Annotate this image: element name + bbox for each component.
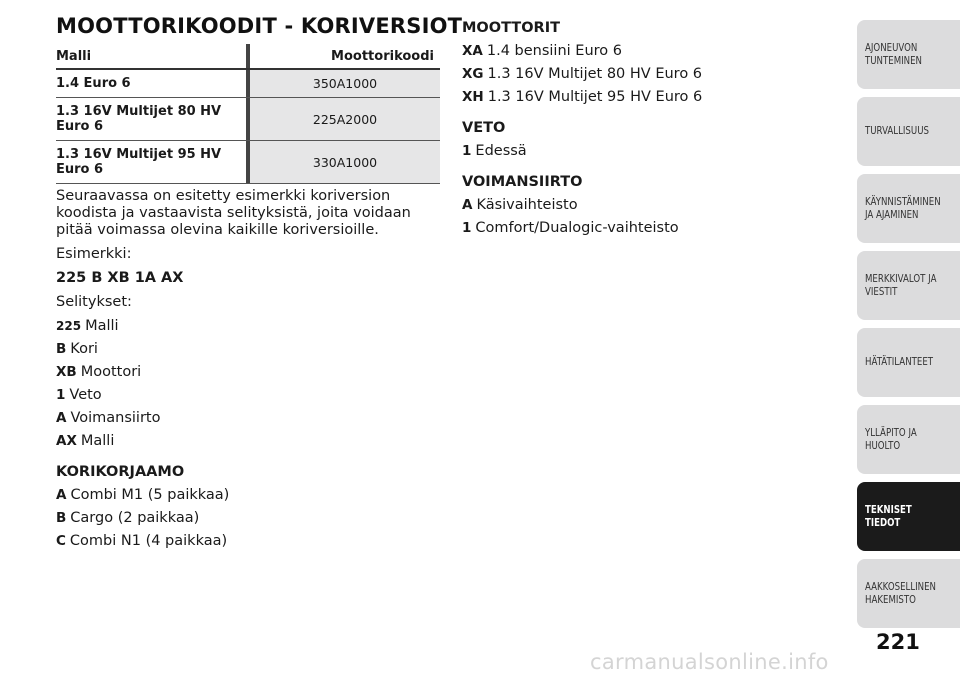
drive-text: Edessä xyxy=(475,143,527,159)
explanation-key: A xyxy=(56,410,67,426)
transmission-key: A xyxy=(462,197,473,213)
tab-vehicle-knowledge[interactable] xyxy=(857,20,960,89)
engine-text: 1.3 16V Multijet 80 HV Euro 6 xyxy=(487,66,703,82)
engine-item xyxy=(462,66,782,83)
body-shop-text: Combi N1 (4 paikkaa) xyxy=(69,533,228,549)
engine-key: XG xyxy=(462,66,484,82)
explanation-key: XB xyxy=(56,364,77,380)
explanation-text: Malli xyxy=(85,318,119,334)
transmission-heading: VOIMANSIIRTO xyxy=(462,174,583,190)
header-engine-code: Moottorikoodi xyxy=(250,44,440,69)
table-row xyxy=(56,69,440,98)
tab-label: YLLÄPITO JA HUOLTO xyxy=(865,426,917,452)
cell-model: 1.4 Euro 6 xyxy=(56,69,246,98)
watermark: carmanualsonline.info xyxy=(590,650,829,674)
body-shop-item xyxy=(56,533,441,550)
table-header-row xyxy=(56,44,440,69)
explanations-label: Selitykset: xyxy=(56,294,132,310)
tab-label: HÄTÄTILANTEET xyxy=(865,356,934,368)
explanation-item xyxy=(56,433,441,450)
explanation-item xyxy=(56,318,441,335)
engine-item xyxy=(462,89,782,106)
drive-key: 1 xyxy=(462,143,472,159)
page-title: MOOTTORIKOODIT - KORIVERSIOT xyxy=(56,14,463,38)
transmission-text: Käsivaihteisto xyxy=(476,197,578,213)
tab-safety[interactable] xyxy=(857,97,960,166)
transmission-item xyxy=(462,220,782,237)
cell-model: 1.3 16V Multijet 80 HV Euro 6 xyxy=(56,98,246,141)
tab-starting-driving[interactable] xyxy=(857,174,960,243)
body-shop-item xyxy=(56,487,441,504)
intro-paragraph: Seuraavassa on esitetty esimerkki koriversion koodista ja vastaavista selityksistä, joita voidaan pitää voimassa olevina kaikille koriversioille. xyxy=(56,188,411,238)
tab-label: KÄYNNISTÄMINEN JA AJAMINEN xyxy=(865,195,941,221)
engine-key: XH xyxy=(462,89,484,105)
explanation-text: Voimansiirto xyxy=(70,410,161,426)
explanation-key: 225 xyxy=(56,319,82,333)
body-shop-heading: KORIKORJAAMO xyxy=(56,464,185,480)
cell-engine-code: 330A1000 xyxy=(250,141,440,184)
body-shop-text: Combi M1 (5 paikkaa) xyxy=(70,487,230,503)
tab-maintenance[interactable] xyxy=(857,405,960,474)
explanation-item xyxy=(56,364,441,381)
explanation-item xyxy=(56,341,441,358)
explanation-item xyxy=(56,387,441,404)
tab-emergencies[interactable] xyxy=(857,328,960,397)
body-shop-key: A xyxy=(56,487,67,503)
table-row xyxy=(56,141,440,184)
explanation-text: Moottori xyxy=(80,364,142,380)
transmission-text: Comfort/Dualogic-vaihteisto xyxy=(475,220,679,236)
right-column-text xyxy=(462,20,782,243)
explanation-text: Kori xyxy=(70,341,98,357)
drive-item xyxy=(462,143,782,160)
engine-text: 1.3 16V Multijet 95 HV Euro 6 xyxy=(487,89,703,105)
table-row xyxy=(56,98,440,141)
tab-label: TEKNISET TIEDOT xyxy=(865,503,912,529)
engine-code-table xyxy=(56,44,440,184)
explanation-text: Malli xyxy=(80,433,115,449)
cell-model: 1.3 16V Multijet 95 HV Euro 6 xyxy=(56,141,246,184)
tab-alphabetical-index[interactable] xyxy=(857,559,960,628)
cell-engine-code: 350A1000 xyxy=(250,69,440,98)
transmission-item xyxy=(462,197,782,214)
engine-text: 1.4 bensiini Euro 6 xyxy=(486,43,622,59)
engines-heading: MOOTTORIT xyxy=(462,20,560,36)
engine-item xyxy=(462,43,782,60)
body-shop-key: C xyxy=(56,533,66,549)
explanation-text: Veto xyxy=(69,387,102,403)
left-column-text xyxy=(56,188,441,556)
explanation-key: B xyxy=(56,341,67,357)
tab-label: TURVALLISUUS xyxy=(865,125,929,137)
body-shop-text: Cargo (2 paikkaa) xyxy=(70,510,200,526)
body-shop-item xyxy=(56,510,441,527)
body-shop-key: B xyxy=(56,510,67,526)
explanation-key: AX xyxy=(56,433,77,449)
example-label: Esimerkki: xyxy=(56,246,132,262)
explanation-key: 1 xyxy=(56,387,66,403)
explanation-item xyxy=(56,410,441,427)
tab-label: MERKKIVALOT JA VIESTIT xyxy=(865,272,937,298)
tab-label: AAKKOSELLINEN HAKEMISTO xyxy=(865,580,936,606)
tab-technical-data[interactable] xyxy=(857,482,960,551)
cell-engine-code: 225A2000 xyxy=(250,98,440,141)
page-number: 221 xyxy=(876,630,920,654)
tab-label: AJONEUVON TUNTEMINEN xyxy=(865,41,923,67)
engine-key: XA xyxy=(462,43,483,59)
header-model: Malli xyxy=(56,44,246,69)
tab-warning-lights[interactable] xyxy=(857,251,960,320)
transmission-key: 1 xyxy=(462,220,472,236)
drive-heading: VETO xyxy=(462,120,506,136)
example-code: 225 B XB 1A AX xyxy=(56,270,184,286)
